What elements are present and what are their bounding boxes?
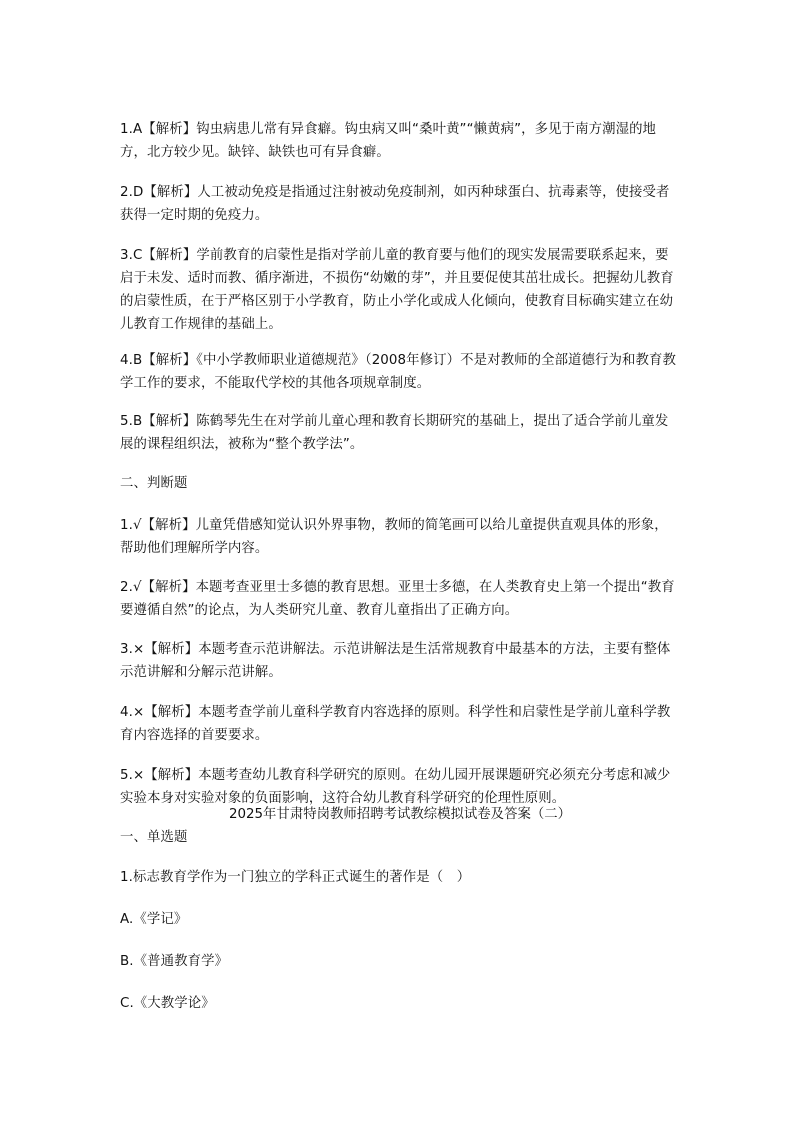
answer-paragraph: 3.×【解析】本题考查示范讲解法。示范讲解法是生活常规教育中最基本的方法，主要有整体示范讲解和分解示范讲解。 (120, 642, 671, 680)
answer-paragraph: 2.√【解析】本题考查亚里士多德的教育思想。亚里士多德，在人类教育史上第一个提出“教育要遵循自然”的论点，为人类研究儿童、教育儿童指出了正确方向。 (120, 580, 675, 618)
paper-title: 2025年甘肃特岗教师招聘考试教综模拟试卷及答案（二） (228, 807, 572, 822)
answer-paragraph: 4.×【解析】本题考查学前儿童科学教育内容选择的原则。科学性和启蒙性是学前儿童科学教育内容选择的首要要求。 (120, 705, 671, 743)
answer-paragraph: 1.A【解析】钩虫病患儿常有异食癖。钩虫病又叫“桑叶黄”“懒黄病”，多见于南方潮湿的地方，北方较少见。缺锌、缺铁也可有异食癖。 (120, 122, 657, 160)
answer-paragraph: 5.B【解析】陈鹤琴先生在对学前儿童心理和教育长期研究的基础上，提出了适合学前儿童发展的课程组织法，被称为“整个教学法”。 (120, 414, 669, 452)
answer-paragraph: 5.×【解析】本题考查幼儿教育科学研究的原则。在幼儿园开展课题研究必须充分考虑和减少实验本身对实验对象的负面影响，这符合幼儿教育科学研究的伦理性原则。 (120, 768, 671, 806)
section-heading-judgment: 二、判断题 (120, 476, 188, 491)
answer-paragraph: 4.B【解析】《中小学教师职业道德规范》（2008年修订）不是对教师的全部道德行为和教育教学工作的要求，不能取代学校的其他各项规章制度。 (120, 353, 676, 391)
question-text: 1.标志教育学作为一门独立的学科正式诞生的著作是（ ） (120, 870, 471, 885)
option-b: B.《普通教育学》 (120, 954, 229, 969)
answer-paragraph: 1.√【解析】儿童凭借感知觉认识外界事物，教师的简笔画可以给儿童提供直观具体的形象，帮助他们理解所学内容。 (120, 518, 668, 556)
option-a: A.《学记》 (120, 912, 188, 927)
answer-paragraph: 2.D【解析】人工被动免疫是指通过注射被动免疫制剂，如丙种球蛋白、抗毒素等，使接受者获得一定时期的免疫力。 (120, 185, 670, 223)
section-heading-single-choice: 一、单选题 (120, 830, 188, 845)
answer-paragraph: 3.C【解析】学前教育的启蒙性是指对学前儿童的教育要与他们的现实发展需要联系起来，要启于未发、适时而教、循序渐进，不损伤“幼嫩的芽”，并且要促使其茁壮成长。把握幼儿教育的启蒙性质，在于严格区别于小学教育，防止小学化或成人化倾向，使教育目标确实建立在幼儿教育工作规律的基础上。 (120, 248, 674, 332)
option-c: C.《大教学论》 (120, 996, 215, 1011)
